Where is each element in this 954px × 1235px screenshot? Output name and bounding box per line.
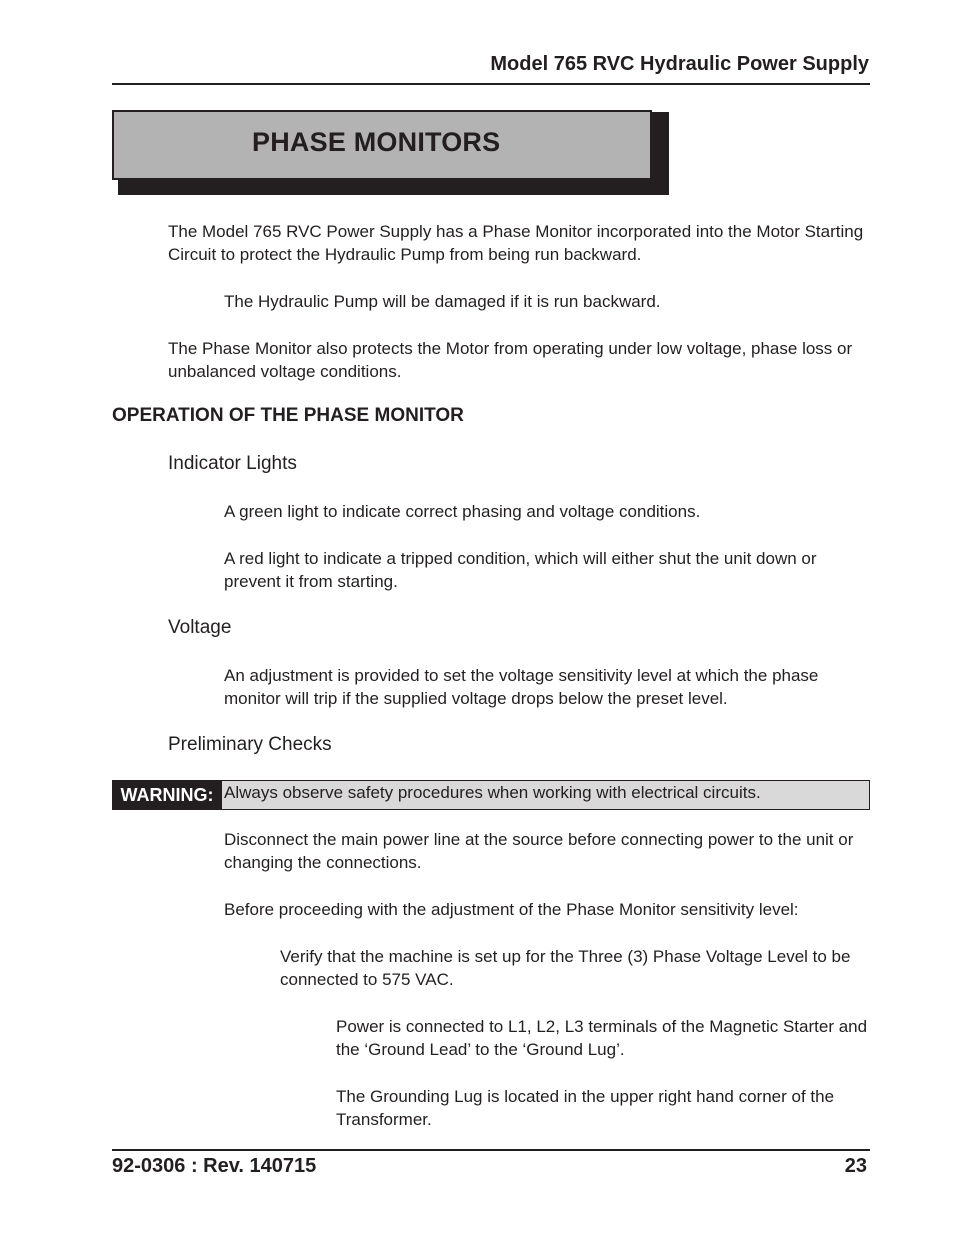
grounding-lug-text: The Grounding Lug is located in the upper right hand corner of the Transformer. bbox=[336, 1087, 835, 1129]
preliminary-checks-heading: Preliminary Checks bbox=[168, 734, 332, 755]
disconnect-instruction: Disconnect the main power line at the source before connecting power to the unit or changing the connections. bbox=[224, 830, 854, 872]
intro-paragraph: The Model 765 RVC Power Supply has a Phase Monitor incorporated into the Motor Starting Circuit to protect the Hydraulic Pump from being run backward. bbox=[168, 222, 864, 264]
red-light-text: A red light to indicate a tripped condition, which will either shut the unit down or prevent it from starting. bbox=[224, 549, 817, 591]
voltage-heading: Voltage bbox=[168, 617, 232, 638]
protection-paragraph: The Phase Monitor also protects the Motor from operating under low voltage, phase loss or unbalanced voltage conditions. bbox=[168, 339, 853, 381]
footer-divider bbox=[112, 1149, 870, 1151]
before-proceeding-text: Before proceeding with the adjustment of the Phase Monitor sensitivity level: bbox=[224, 900, 799, 919]
page-number: 23 bbox=[844, 1155, 867, 1177]
warning-text: Always observe safety procedures when working with electrical circuits. bbox=[224, 783, 761, 802]
section-title: PHASE MONITORS bbox=[252, 127, 501, 157]
power-connection-text: Power is connected to L1, L2, L3 terminals of the Magnetic Starter and the ‘Ground Lead’ to the ‘Ground Lug’. bbox=[336, 1017, 868, 1059]
document-number: 92-0306 : Rev. 140715 bbox=[112, 1155, 317, 1177]
operation-heading: OPERATION OF THE PHASE MONITOR bbox=[112, 405, 464, 426]
indicator-lights-heading: Indicator Lights bbox=[168, 453, 297, 474]
voltage-text: An adjustment is provided to set the voltage sensitivity level at which the phase monitor will trip if the supplied voltage drops below the preset level. bbox=[224, 666, 819, 708]
page-header-title: Model 765 RVC Hydraulic Power Supply bbox=[490, 53, 869, 75]
header-divider bbox=[112, 83, 870, 85]
verify-instruction: Verify that the machine is set up for the Three (3) Phase Voltage Level to be connected to 575 VAC. bbox=[280, 947, 851, 989]
warning-label: WARNING: bbox=[112, 780, 222, 810]
green-light-text: A green light to indicate correct phasing and voltage conditions. bbox=[224, 502, 701, 521]
damage-note: The Hydraulic Pump will be damaged if it is run backward. bbox=[224, 292, 661, 311]
